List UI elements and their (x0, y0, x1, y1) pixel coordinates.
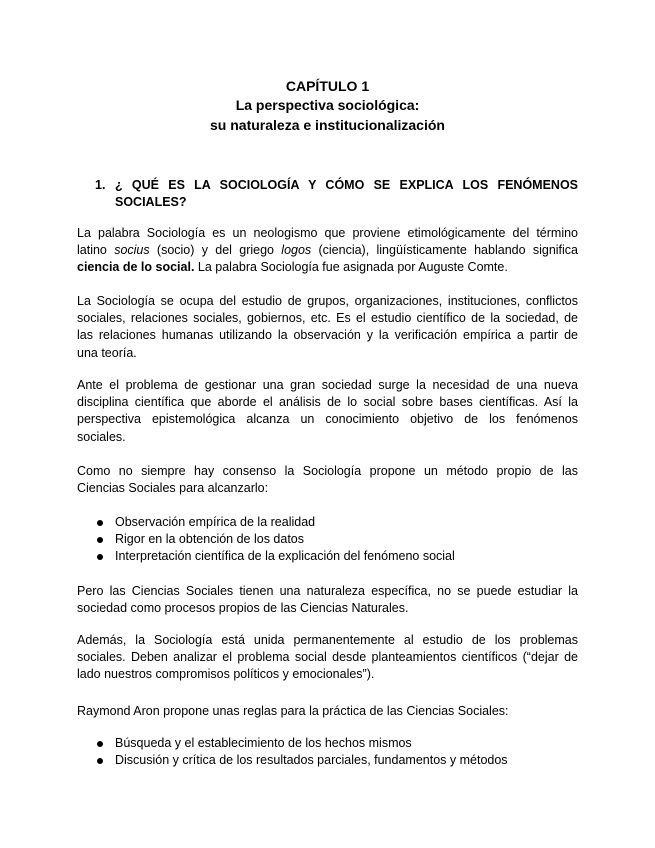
paragraph-line: lado nuestros compromisos políticos y emocionales”). (77, 667, 375, 682)
list-item-text: Búsqueda y el establecimiento de los hechos mismos (115, 736, 412, 750)
aron-rules-list (77, 735, 578, 769)
paragraph-line: las relaciones humanas utilizando la observación y la verificación empírica a partir de (77, 328, 578, 343)
paragraph-problems (77, 632, 578, 684)
text-run: (ciencia), lingüísticamente hablando significa (311, 243, 579, 258)
paragraph-line: Como no siempre hay consenso la Sociología propone un método propio de las (77, 464, 578, 478)
section-title-line-1: ¿ QUÉ ES LA SOCIOLOGÍA Y CÓMO SE EXPLICA LOS FENÓMENOS (115, 178, 578, 192)
paragraph-line (77, 259, 578, 276)
text-run: (socio) y del griego (149, 243, 282, 258)
bullet-icon (97, 741, 103, 747)
paragraph-line: una teoría. (77, 345, 137, 360)
bullet-icon (97, 554, 103, 560)
bullet-icon (97, 520, 103, 526)
paragraph-line: Además, la Sociología está unida permanentemente al estudio de los problemas (77, 633, 578, 647)
list-item (77, 531, 578, 548)
paragraph-line: sociales, relaciones sociales, gobiernos, etc. Es el estudio científico de la sociedad, de (77, 311, 578, 326)
chapter-title-line-1: La perspectiva sociológica: (235, 97, 420, 113)
chapter-number: CAPÍTULO 1 (285, 78, 370, 94)
text-run: La palabra Sociología fue asignada por Auguste Comte. (194, 260, 508, 275)
section-number: 1. (95, 178, 106, 192)
term-socius: socius (114, 243, 150, 258)
paragraph-line: disciplina científica que aborde el análisis de lo social sobre bases científicas. Así la (77, 395, 578, 410)
paragraph-method (77, 463, 578, 497)
paragraph-line: Ante el problema de gestionar una gran sociedad surge la necesidad de una nueva (77, 378, 578, 392)
bullet-icon (97, 758, 103, 764)
paragraph-need (77, 377, 578, 446)
paragraph-line (77, 242, 578, 259)
paragraph-line: sociales. (77, 429, 126, 444)
paragraph-etymology (77, 225, 578, 277)
term-logos: logos (281, 243, 312, 258)
paragraph-scope (77, 293, 578, 362)
paragraph-nature (77, 583, 578, 617)
list-item-text: Rigor en la obtención de los datos (115, 532, 305, 546)
list-item (77, 735, 578, 752)
list-item-text: Discusión y crítica de los resultados parciales, fundamentos y métodos (115, 753, 508, 767)
paragraph-line: Pero las Ciencias Sociales tienen una naturaleza específica, no se puede estudiar la (77, 584, 578, 598)
list-item (77, 548, 578, 565)
bold-definition: ciencia de lo social. (77, 260, 195, 275)
paragraph-line: sociedad como procesos propios de las Ciencias Naturales. (77, 601, 409, 616)
paragraph-line: sociales. Deben analizar el problema social desde planteamientos científicos (“dejar de (77, 650, 578, 665)
section-heading (95, 177, 578, 211)
section-title-line-2: SOCIALES? (115, 195, 187, 209)
list-item-text: Interpretación científica de la explicación del fenómeno social (115, 549, 455, 563)
list-item (77, 752, 578, 769)
paragraph-line: La palabra Sociología es un neologismo que proviene etimológicamente del término (77, 226, 578, 240)
list-item (77, 514, 578, 531)
bullet-icon (97, 537, 103, 543)
paragraph-aron (77, 703, 578, 720)
text-run: latino (77, 243, 115, 258)
method-list (77, 514, 578, 565)
paragraph-line: La Sociología se ocupa del estudio de grupos, organizaciones, instituciones, conflictos (77, 294, 578, 308)
paragraph-line: Ciencias Sociales para alcanzarlo: (77, 481, 269, 496)
list-item-text: Observación empírica de la realidad (115, 515, 316, 529)
paragraph-line: Raymond Aron propone unas reglas para la práctica de las Ciencias Sociales: (77, 704, 509, 718)
paragraph-line: perspectiva epistemológica alcanza un conocimiento objetivo de los fenómenos (77, 412, 578, 427)
chapter-title-line-2: su naturaleza e institucionalización (210, 117, 445, 133)
